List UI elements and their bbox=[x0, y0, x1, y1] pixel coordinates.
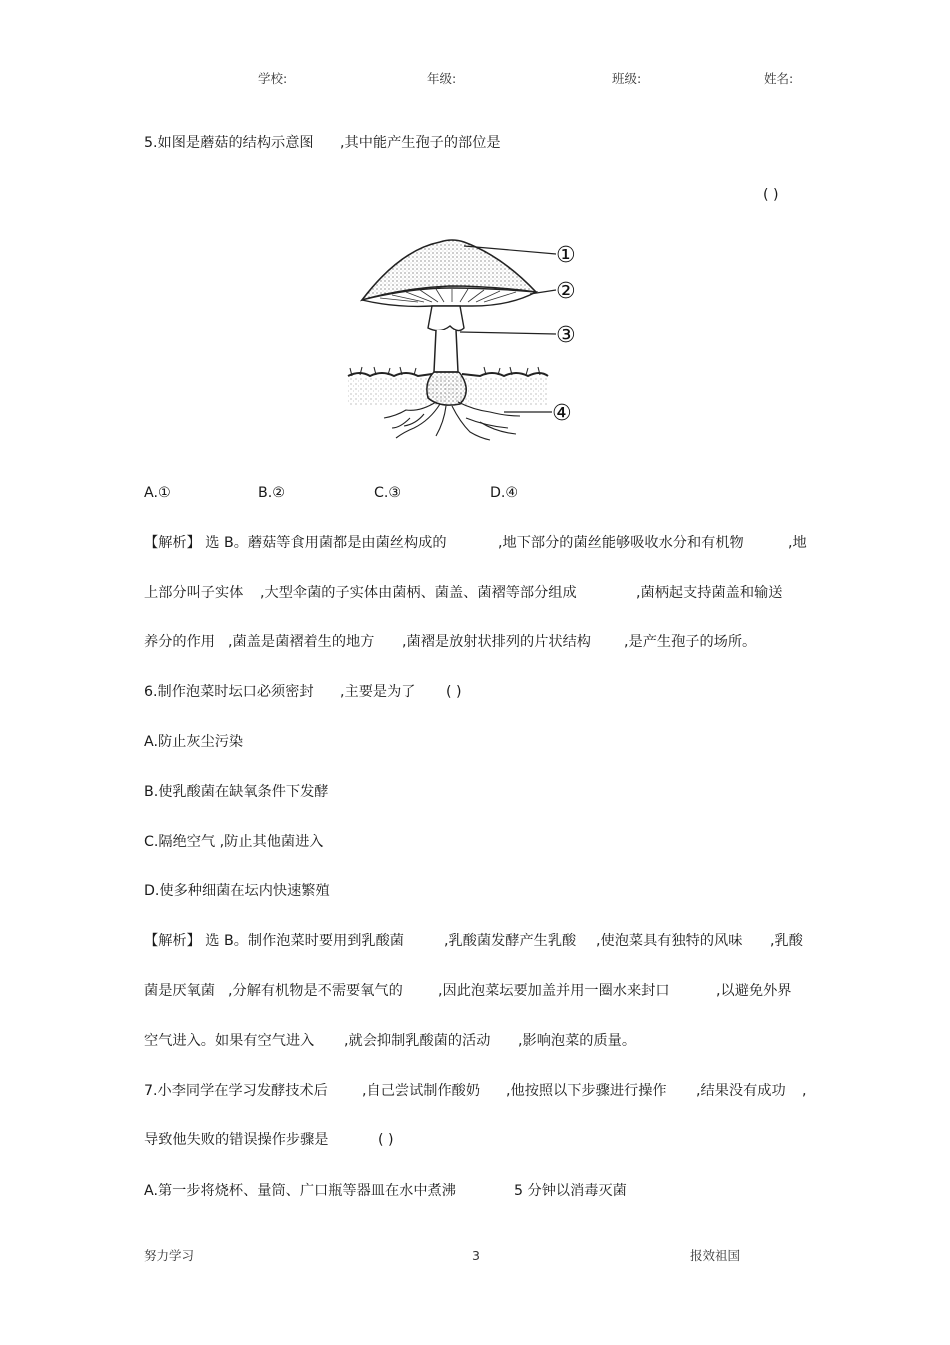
mycelium bbox=[384, 402, 520, 440]
q6-analysis-1b: ,乳酸菌发酵产生乳酸 bbox=[444, 933, 577, 949]
q6-answer-bracket: ( ) bbox=[446, 684, 462, 700]
q6-analysis-2b: ,分解有机物是不需要氧气的 bbox=[228, 983, 403, 999]
q5-stem-tail: ,其中能产生孢子的部位是 bbox=[340, 135, 501, 151]
q6-analysis-1a: 【解析】 选 B。制作泡菜时要用到乳酸菌 bbox=[144, 933, 404, 949]
q7-stem-1: 7.小李同学在学习发酵技术后 bbox=[144, 1083, 328, 1099]
svg-text:③: ③ bbox=[556, 323, 576, 348]
q5-option-a: A.① bbox=[144, 485, 171, 501]
q5-analysis-2a: 上部分叫子实体 bbox=[144, 585, 244, 601]
label-1 bbox=[556, 243, 576, 268]
volva bbox=[427, 372, 466, 405]
q6-stem: 6.制作泡菜时坛口必须密封 bbox=[144, 684, 314, 700]
svg-text:②: ② bbox=[556, 279, 576, 304]
label-4 bbox=[552, 401, 572, 426]
q6-option-c: C.隔绝空气 ,防止其他菌进入 bbox=[144, 834, 324, 850]
q5-analysis-2c: ,菌柄起支持菌盖和输送 bbox=[636, 585, 783, 601]
q6-analysis-3b: ,就会抑制乳酸菌的活动 bbox=[344, 1033, 491, 1049]
mushroom-diagram bbox=[340, 232, 600, 444]
q6-analysis-2a: 菌是厌氧菌 bbox=[144, 983, 215, 999]
q5-option-b: B.② bbox=[258, 485, 285, 501]
q5-option-d: D.④ bbox=[490, 485, 519, 501]
svg-text:①: ① bbox=[556, 243, 576, 268]
q7-stem-2: ,自己尝试制作酸奶 bbox=[362, 1083, 481, 1099]
q6-analysis-1d: ,乳酸 bbox=[770, 933, 803, 949]
q5-stem: 5.如图是蘑菇的结构示意图 bbox=[144, 135, 314, 151]
q5-analysis-2b: ,大型伞菌的子实体由菌柄、菌盖、菌褶等部分组成 bbox=[260, 585, 577, 601]
label-2 bbox=[556, 279, 576, 304]
q5-answer-bracket: ( ) bbox=[763, 187, 779, 203]
q5-analysis-1b: ,地下部分的菌丝能够吸收水分和有机物 bbox=[498, 535, 744, 551]
q7-stem-line2: 导致他失败的错误操作步骤是 bbox=[144, 1132, 329, 1148]
q6-analysis-3a: 空气进入。如果有空气进入 bbox=[144, 1033, 315, 1049]
q5-analysis-1c: ,地 bbox=[788, 535, 807, 551]
q6-option-a: A.防止灰尘污染 bbox=[144, 734, 244, 750]
footer-right: 报效祖国 bbox=[690, 1248, 741, 1263]
q6-option-b: B.使乳酸菌在缺氧条件下发酵 bbox=[144, 784, 329, 800]
q5-analysis-3c: ,菌褶是放射状排列的片状结构 bbox=[402, 634, 591, 650]
stalk bbox=[434, 330, 458, 372]
q6-analysis-3c: ,影响泡菜的质量。 bbox=[518, 1033, 637, 1049]
q5-analysis-3b: ,菌盖是菌褶着生的地方 bbox=[228, 634, 375, 650]
class-label: 班级: bbox=[612, 71, 642, 86]
q5-analysis-3a: 养分的作用 bbox=[144, 634, 215, 650]
page-number: 3 bbox=[472, 1248, 480, 1263]
footer-left: 努力学习 bbox=[144, 1248, 195, 1263]
q5-analysis-1a: 【解析】 选 B。蘑菇等食用菌都是由菌丝构成的 bbox=[144, 535, 447, 551]
q7-stem-5: , bbox=[802, 1083, 807, 1099]
q6-analysis-2c: ,因此泡菜坛要加盖并用一圈水来封口 bbox=[438, 983, 670, 999]
q6-analysis-2d: ,以避免外界 bbox=[716, 983, 792, 999]
q5-option-c: C.③ bbox=[374, 485, 402, 501]
q5-analysis-3d: ,是产生孢子的场所。 bbox=[624, 634, 757, 650]
q7-stem-3: ,他按照以下步骤进行操作 bbox=[506, 1083, 667, 1099]
school-label: 学校: bbox=[258, 71, 288, 86]
q7-answer-bracket: ( ) bbox=[378, 1132, 394, 1148]
q7-option-a: A.第一步将烧杯、量筒、广口瓶等器皿在水中煮沸 bbox=[144, 1183, 456, 1199]
svg-text:④: ④ bbox=[552, 401, 572, 426]
q6-stem-tail: ,主要是为了 bbox=[340, 684, 416, 700]
q6-analysis-1c: ,使泡菜具有独特的风味 bbox=[596, 933, 743, 949]
ring bbox=[428, 306, 464, 331]
name-label: 姓名: bbox=[764, 71, 794, 86]
q7-stem-4: ,结果没有成功 bbox=[696, 1083, 786, 1099]
label-3 bbox=[556, 323, 576, 348]
grade-label: 年级: bbox=[427, 71, 457, 86]
q7-option-a-tail: 5 分钟以消毒灭菌 bbox=[514, 1183, 627, 1199]
q6-option-d: D.使多种细菌在坛内快速繁殖 bbox=[144, 883, 330, 899]
